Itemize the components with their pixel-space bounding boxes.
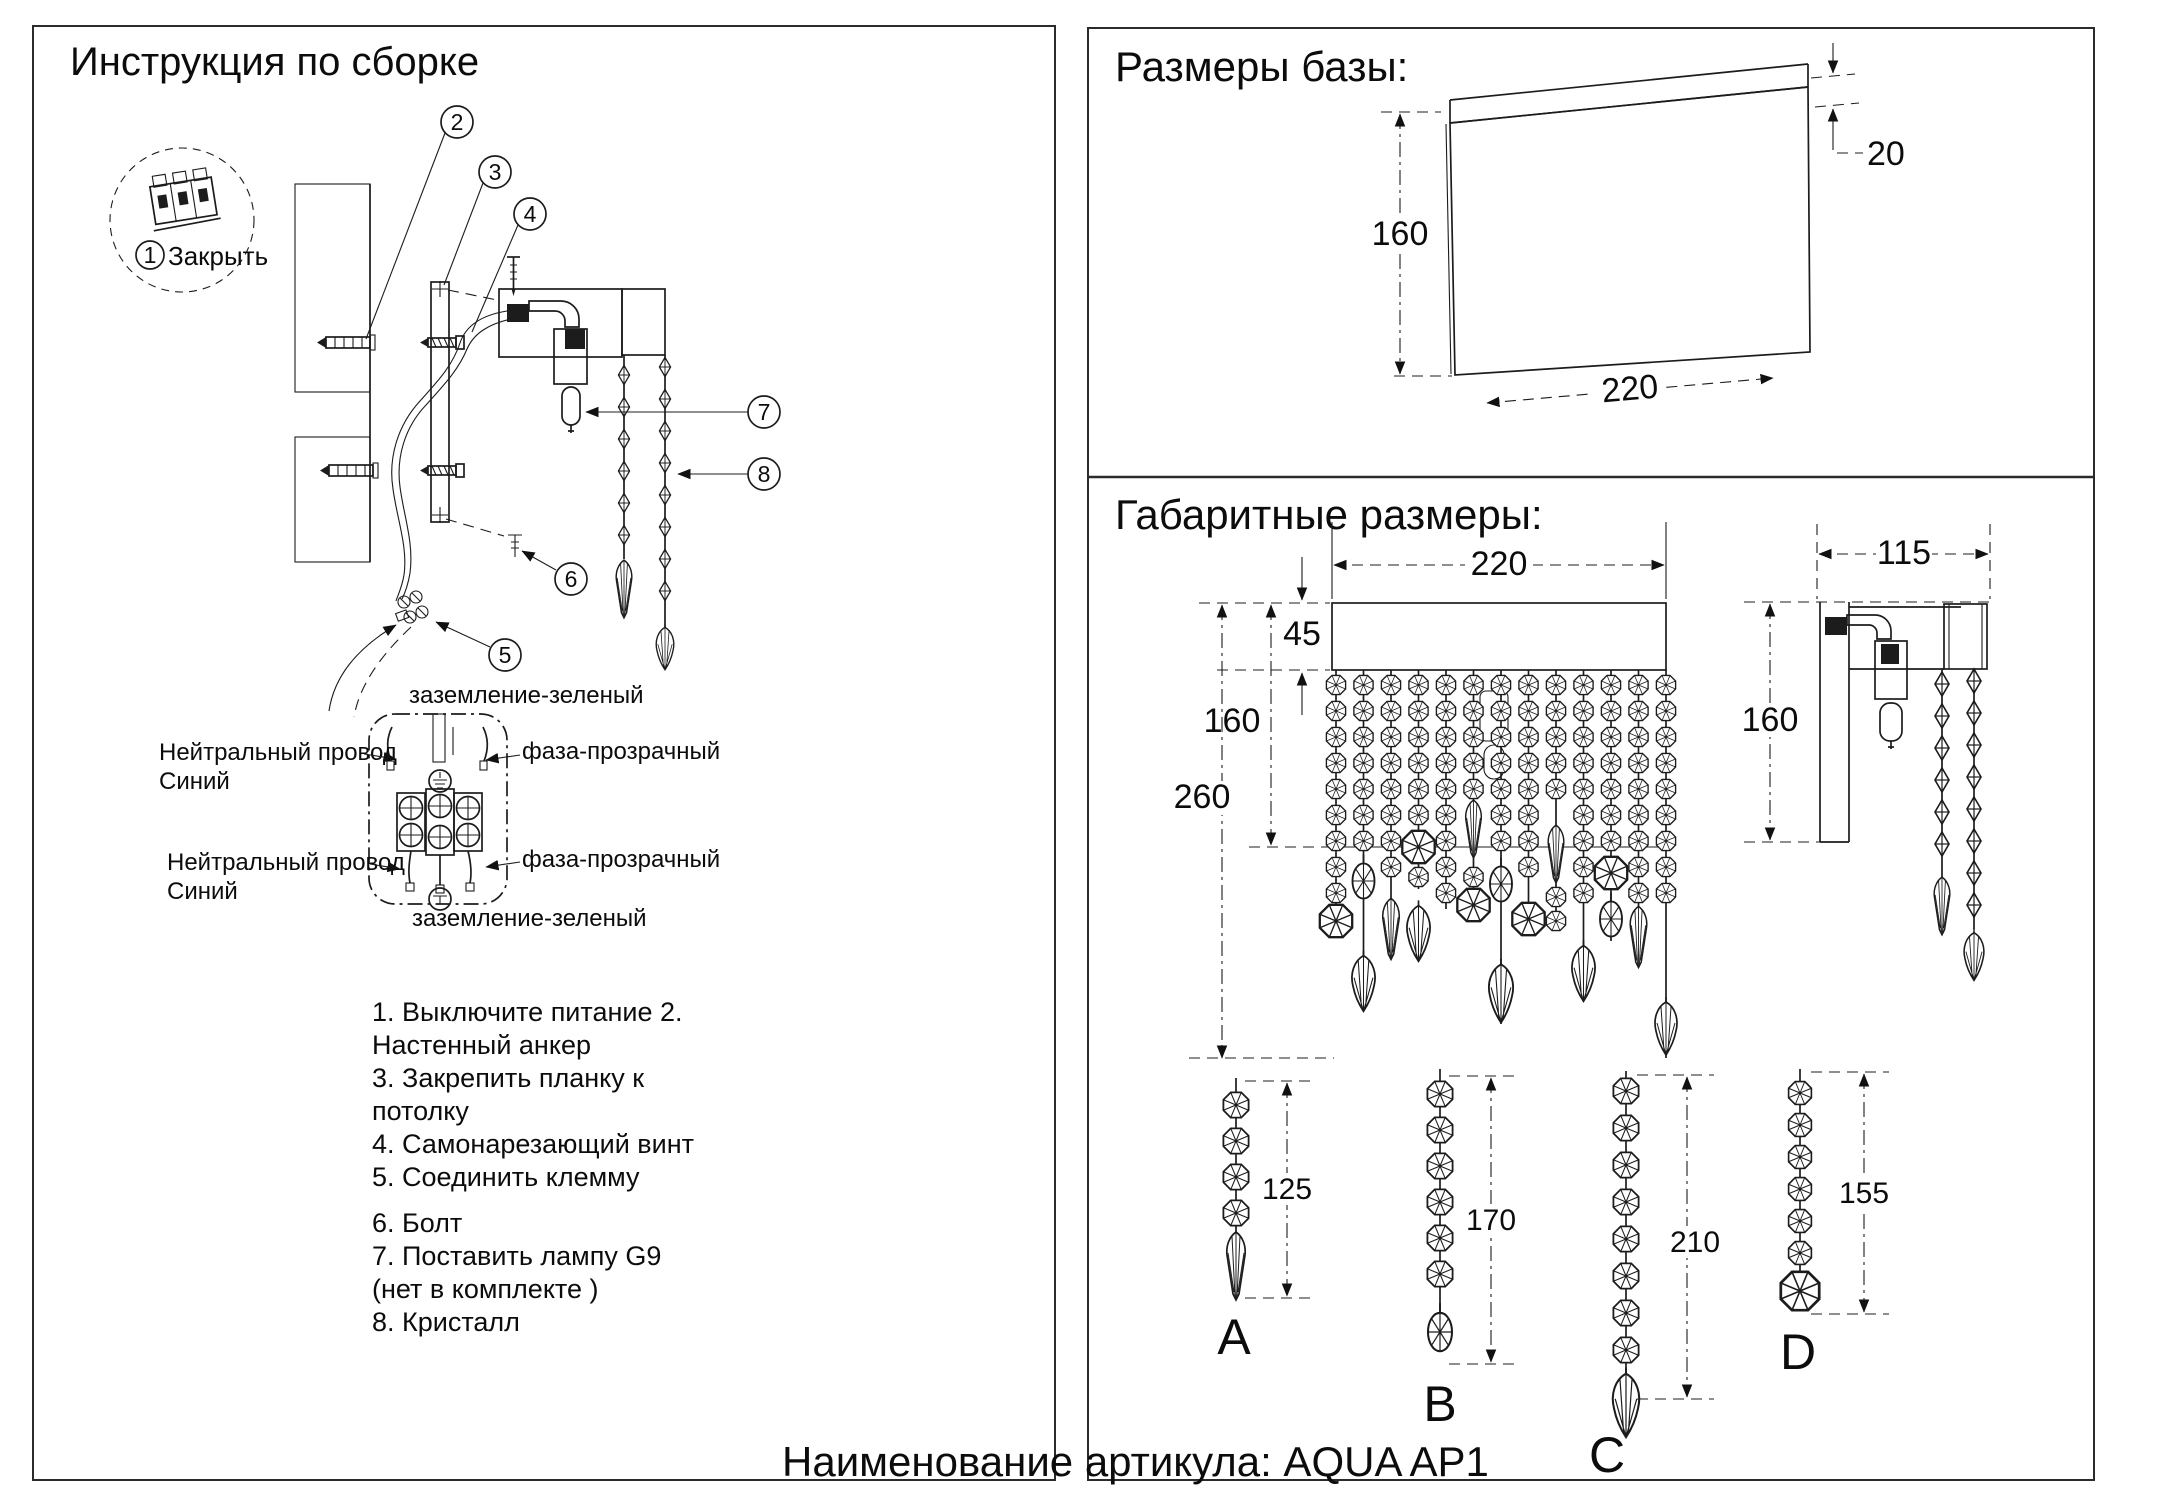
step-line: Настенный анкер	[372, 1030, 591, 1060]
callout-4: 4	[523, 201, 537, 227]
front-plate-height-dim: 160	[1203, 702, 1261, 740]
step-line: 3. Закрепить планку к	[372, 1063, 645, 1093]
mounting-strip	[420, 281, 504, 536]
top-screw	[507, 257, 520, 296]
assembly-steps	[372, 996, 712, 1339]
overall-dimensions-title: Габаритные размеры:	[1115, 491, 1543, 538]
callout-7: 7	[757, 399, 771, 425]
strand-A-length: 125	[1261, 1173, 1313, 1206]
crystal-strand	[656, 355, 674, 670]
callouts	[366, 106, 780, 671]
callout-5: 5	[498, 642, 512, 668]
step-line: 1. Выключите питание 2.	[372, 997, 683, 1027]
strand-B	[1423, 1069, 1519, 1432]
callout-3: 3	[488, 159, 502, 185]
step-line: 5. Соединить клемму	[372, 1162, 640, 1192]
strand-D-length: 155	[1838, 1177, 1890, 1210]
side-depth-dim: 115	[1876, 534, 1932, 572]
assembly-title: Инструкция по сборке	[70, 40, 480, 84]
ground-bottom-label: заземление-зеленый	[412, 905, 647, 932]
side-strand	[1934, 669, 1950, 935]
strand-D-label: D	[1779, 1324, 1817, 1380]
callout-1: 1	[143, 242, 157, 268]
front-width-dim: 220	[1470, 545, 1528, 583]
dimensions-panel	[1087, 27, 2095, 1481]
side-strand	[1964, 669, 1984, 980]
base-height-dim: 160	[1371, 215, 1429, 253]
screw	[420, 464, 464, 477]
strand-A	[1217, 1078, 1313, 1365]
terminal-screws	[400, 795, 480, 849]
neutral-bottom-label: Нейтральный провод	[167, 849, 405, 876]
article-name: Наименование артикула: AQUA AP1	[782, 1438, 1489, 1485]
wall-section	[295, 184, 378, 562]
crystal-strand	[616, 355, 632, 618]
front-total-height-dim: 260	[1173, 778, 1231, 816]
callout-2: 2	[450, 109, 464, 135]
base-plate-drawing	[1372, 43, 1905, 411]
dimensions-drawing	[1089, 29, 2093, 1479]
strand-C	[1589, 1071, 1723, 1479]
power-off-label: Закрыть	[168, 241, 269, 271]
strand-C-length: 210	[1669, 1226, 1721, 1259]
strand-B-length: 170	[1465, 1204, 1517, 1237]
assembly-instructions-panel	[32, 25, 1056, 1481]
crystal-curtain	[1320, 670, 1677, 1058]
step-line: 7. Поставить лампу G9	[372, 1241, 662, 1271]
step-line: (нет в комплекте )	[372, 1274, 599, 1304]
g9-bulb	[562, 387, 580, 425]
step-line: 4. Самонарезающий винт	[372, 1129, 695, 1159]
strand-B-label: B	[1423, 1376, 1457, 1432]
strand-A-label: A	[1217, 1309, 1251, 1365]
front-base-height-dim: 45	[1283, 615, 1321, 653]
terminal-clamp	[396, 591, 428, 623]
step-line: потолку	[372, 1096, 469, 1126]
neutral-bottom-label2: Синий	[167, 878, 238, 905]
strand-C-label: C	[1588, 1427, 1626, 1479]
neutral-top-label: Нейтральный провод	[159, 739, 397, 766]
breaker-icon	[110, 148, 268, 292]
wires	[329, 311, 511, 717]
ground-top-label: заземление-зеленый	[409, 682, 644, 709]
base-depth-dim: 20	[1867, 135, 1905, 173]
callout-8: 8	[757, 461, 771, 487]
step-line: 8. Кристалл	[372, 1307, 520, 1337]
bolt	[508, 535, 522, 557]
side-view-drawing	[1740, 524, 1994, 980]
screw	[420, 336, 464, 349]
phase-bottom-label: фаза-прозрачный	[522, 846, 721, 873]
step-line: 6. Болт	[372, 1208, 463, 1238]
base-width-dim: 220	[1599, 367, 1660, 411]
strand-D	[1780, 1069, 1890, 1380]
neutral-top-label2: Синий	[159, 768, 230, 795]
phase-top-label: фаза-прозрачный	[522, 738, 721, 765]
lamp-housing	[499, 257, 665, 433]
base-dimensions-title: Размеры базы:	[1115, 43, 1409, 90]
front-view-drawing	[1165, 522, 1677, 1058]
callout-6: 6	[564, 566, 578, 592]
side-height-dim: 160	[1741, 701, 1799, 739]
